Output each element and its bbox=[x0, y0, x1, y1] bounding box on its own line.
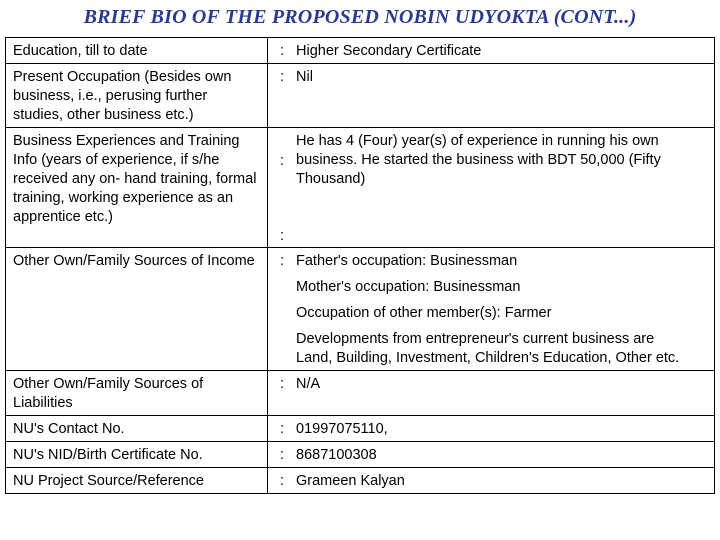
table-row-liabilities bbox=[6, 371, 715, 416]
row-value: 01997075110, bbox=[296, 421, 388, 437]
row-value: Father's occupation: Businessman bbox=[296, 253, 518, 269]
row-value: N/A bbox=[296, 376, 321, 392]
row-value: 8687100308 bbox=[296, 447, 377, 463]
table-row-business-experience bbox=[6, 128, 715, 248]
row-label: NU's Contact No. bbox=[6, 416, 268, 442]
row-value: He has 4 (Four) year(s) of experience in running his own business. He started the business with BDT 50,000 (Fifty Thousand) bbox=[296, 133, 661, 187]
colon-separator: : bbox=[280, 153, 285, 169]
row-value-cell bbox=[268, 128, 715, 248]
colon-separator: : bbox=[280, 447, 285, 463]
row-value: Developments from entrepreneur's current business are Land, Building, Investment, Children's Education, Other etc. bbox=[296, 331, 680, 366]
row-value-cell bbox=[268, 416, 715, 442]
row-label: Education, till to date bbox=[6, 38, 268, 64]
row-label: NU Project Source/Reference bbox=[6, 468, 268, 494]
row-value: Occupation of other member(s): Farmer bbox=[296, 305, 552, 321]
row-value-cell bbox=[268, 38, 715, 64]
row-label: Business Experiences and Training Info (years of experience, if s/he received any on- hand training, formal training, working experience as an apprentice etc.) bbox=[6, 128, 268, 248]
colon-separator: : bbox=[280, 376, 285, 392]
table-row-education bbox=[6, 38, 715, 64]
row-value: Higher Secondary Certificate bbox=[296, 43, 482, 59]
row-label: Other Own/Family Sources of Liabilities bbox=[6, 371, 268, 416]
table-row-income-sources bbox=[6, 248, 715, 371]
table-row-project-source bbox=[6, 468, 715, 494]
table-row-contact bbox=[6, 416, 715, 442]
colon-separator: : bbox=[280, 253, 285, 269]
colon-separator: : bbox=[280, 43, 285, 59]
row-value-cell bbox=[268, 371, 715, 416]
page-title: BRIEF BIO OF THE PROPOSED NOBIN UDYOKTA (CONT...) bbox=[83, 6, 637, 28]
row-value: Grameen Kalyan bbox=[296, 473, 405, 489]
colon-separator: : bbox=[280, 228, 285, 244]
row-value: Nil bbox=[296, 69, 313, 85]
bio-table bbox=[5, 37, 715, 494]
row-value: Mother's occupation: Businessman bbox=[296, 279, 521, 295]
table-row-nid bbox=[6, 442, 715, 468]
row-value-cell bbox=[268, 64, 715, 128]
colon-separator: : bbox=[280, 421, 285, 437]
row-value-cell bbox=[268, 468, 715, 494]
row-label: Other Own/Family Sources of Income bbox=[6, 248, 268, 371]
colon-separator: : bbox=[280, 69, 285, 85]
row-label: NU's NID/Birth Certificate No. bbox=[6, 442, 268, 468]
colon-separator: : bbox=[280, 473, 285, 489]
row-value-cell bbox=[268, 442, 715, 468]
row-value-cell bbox=[268, 248, 715, 371]
row-label: Present Occupation (Besides own business, i.e., perusing further studies, other business etc.) bbox=[6, 64, 268, 128]
table-row-present-occupation bbox=[6, 64, 715, 128]
